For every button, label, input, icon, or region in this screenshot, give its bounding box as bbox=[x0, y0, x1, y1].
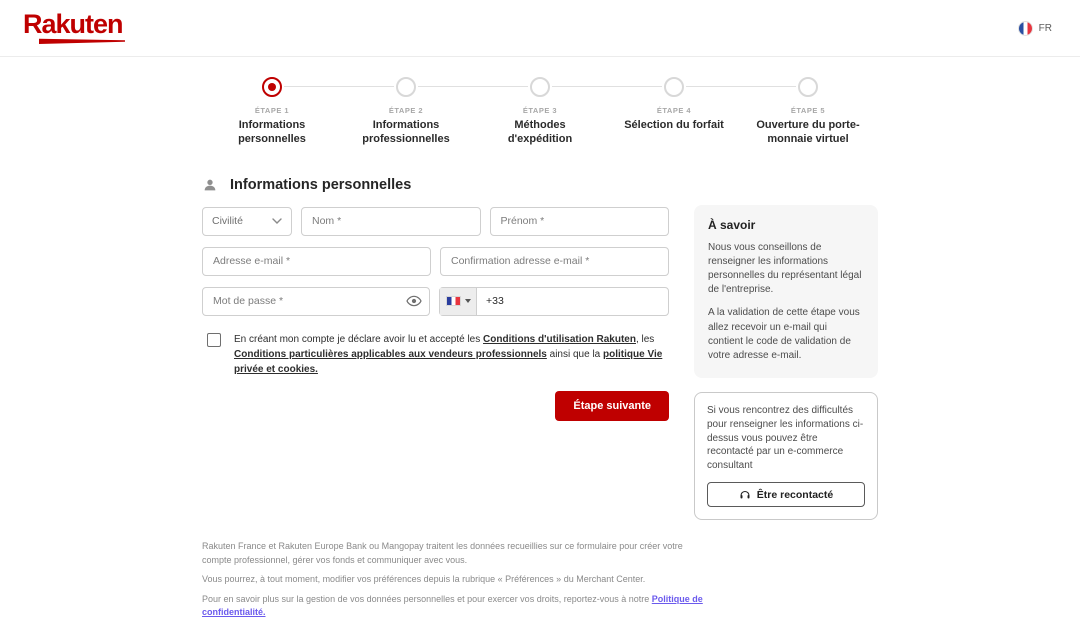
stepper-step-1[interactable] bbox=[205, 77, 339, 147]
french-flag-icon bbox=[1018, 21, 1033, 36]
privacy-policy-link[interactable]: Politique de confidentialité. bbox=[202, 593, 703, 618]
next-step-button[interactable]: Étape suivante bbox=[555, 391, 669, 421]
step-circle-icon bbox=[530, 77, 550, 97]
info-box-paragraph: Nous vous conseillons de renseigner les informations personnelles du représentant légal de l'entreprise. bbox=[708, 241, 862, 296]
language-label: FR bbox=[1038, 22, 1052, 34]
terms-text bbox=[234, 332, 669, 377]
info-box bbox=[694, 205, 878, 379]
section-header bbox=[202, 177, 669, 193]
civility-select[interactable] bbox=[202, 207, 292, 236]
terms-of-use-link[interactable]: Conditions d'utilisation Rakuten bbox=[483, 333, 636, 345]
stepper-step-2[interactable] bbox=[339, 77, 473, 147]
person-icon bbox=[202, 177, 218, 193]
terms-text-part3: ainsi que la bbox=[546, 348, 604, 360]
language-selector[interactable] bbox=[1018, 21, 1052, 36]
legal-paragraph: Rakuten France et Rakuten Europe Bank ou Mangopay traitent les données recueillies sur ce formulaire pour créer votre compte professionnel, gérer vos fonds et communiquer avec vous. bbox=[202, 541, 683, 565]
be-recontacted-button[interactable] bbox=[707, 482, 865, 507]
legal-footer bbox=[202, 540, 704, 620]
step-eyebrow: ÉTAPE 4 bbox=[656, 106, 692, 115]
first-name-field[interactable] bbox=[490, 207, 670, 236]
rakuten-logo-text: Rakuten bbox=[23, 9, 123, 39]
stepper-step-4[interactable] bbox=[607, 77, 741, 147]
step-title: Informations personnelles bbox=[238, 119, 306, 146]
show-password-eye-icon[interactable] bbox=[406, 293, 422, 309]
step-title: Sélection du forfait bbox=[624, 119, 724, 131]
step-title: Informations professionnelles bbox=[362, 119, 450, 146]
step-eyebrow: ÉTAPE 5 bbox=[790, 106, 826, 115]
step-title: Ouverture du porte-monnaie virtuel bbox=[756, 119, 860, 146]
be-recontacted-label: Être recontacté bbox=[756, 488, 834, 501]
email-field[interactable] bbox=[202, 247, 431, 276]
step-eyebrow: ÉTAPE 3 bbox=[522, 106, 558, 115]
rakuten-logo[interactable] bbox=[23, 11, 123, 45]
page-header bbox=[0, 0, 1080, 57]
caret-down-icon bbox=[465, 299, 471, 303]
email-confirm-field[interactable] bbox=[440, 247, 669, 276]
step-circle-icon bbox=[798, 77, 818, 97]
phone-prefix-value: +33 bbox=[486, 295, 504, 308]
chevron-down-icon bbox=[272, 218, 282, 224]
legal-paragraph bbox=[202, 593, 704, 620]
terms-text-part1: En créant mon compte je déclare avoir lu et accepté les bbox=[234, 333, 484, 345]
privacy-cookies-policy-link[interactable]: politique Vie privée et cookies. bbox=[234, 348, 663, 375]
contact-box-text: Si vous rencontrez des difficultés pour renseigner les informations ci-dessus vous pouvez être recontacté par un e-commerce consultant bbox=[707, 405, 864, 472]
stepper-step-3[interactable] bbox=[473, 77, 607, 147]
terms-checkbox[interactable] bbox=[207, 333, 221, 347]
stepper-step-5[interactable] bbox=[741, 77, 875, 147]
legal-paragraph: Vous pourrez, à tout moment, modifier vos préférences depuis la rubrique « Préférences » du Merchant Center. bbox=[202, 574, 646, 585]
step-eyebrow: ÉTAPE 1 bbox=[254, 106, 290, 115]
step-circle-icon bbox=[664, 77, 684, 97]
section-title: Informations personnelles bbox=[230, 176, 412, 193]
civility-select-value: Civilité bbox=[212, 215, 243, 228]
step-circle-icon bbox=[396, 77, 416, 97]
step-eyebrow: ÉTAPE 2 bbox=[388, 106, 424, 115]
help-sidebar bbox=[694, 205, 878, 520]
terms-consent bbox=[202, 332, 669, 377]
info-box-title: À savoir bbox=[708, 217, 756, 232]
registration-stepper bbox=[205, 77, 875, 147]
info-box-paragraph: A la validation de cette étape vous allez recevoir un e-mail qui contient le code de validation de votre adresse e-mail. bbox=[708, 307, 860, 361]
pro-sellers-conditions-link[interactable]: Conditions particulières applicables aux vendeurs professionnels bbox=[234, 348, 547, 360]
main-content bbox=[202, 177, 878, 620]
phone-country-selector[interactable] bbox=[440, 288, 477, 315]
last-name-field[interactable] bbox=[301, 207, 481, 236]
terms-text-part2: , les bbox=[635, 333, 655, 345]
personal-info-form bbox=[202, 177, 669, 520]
phone-field[interactable] bbox=[439, 287, 669, 316]
step-circle-active-icon bbox=[262, 77, 282, 97]
legal-paragraph-prefix: Pour en savoir plus sur la gestion de vos données personnelles et pour exercer vos droits, reportez-vous à notre bbox=[202, 593, 652, 604]
step-title: Méthodes d'expédition bbox=[507, 119, 573, 146]
french-flag-icon bbox=[446, 296, 461, 306]
password-field[interactable] bbox=[202, 287, 430, 316]
headset-icon bbox=[739, 489, 751, 501]
contact-box bbox=[694, 392, 878, 520]
